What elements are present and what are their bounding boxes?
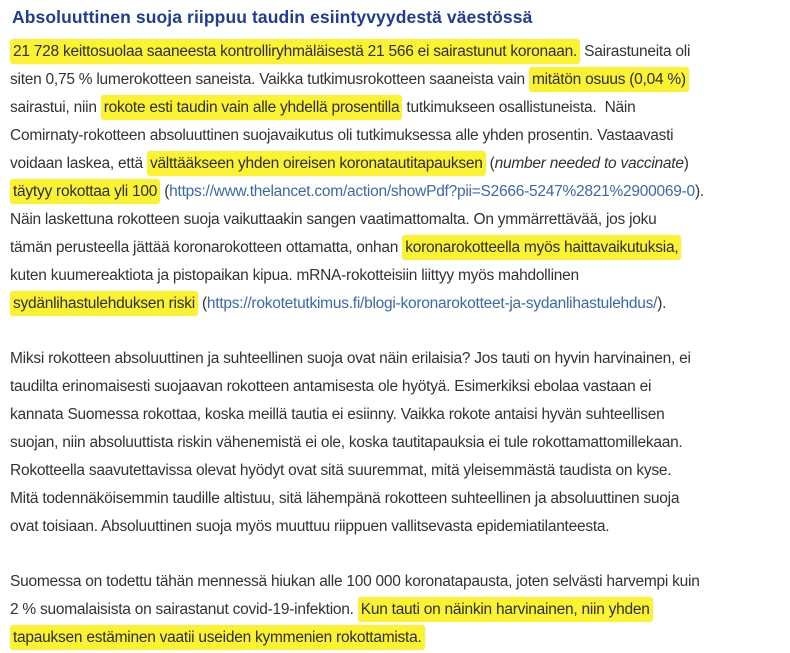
text-run: ( [485,155,495,172]
text-line [10,290,782,318]
highlighted-text: Kun tauti on näinkin harvinainen, niin yhden [358,597,653,622]
text-run: Mitä todennäköisemmin taudille altistuu, sitä lähempänä rokotteen suhteellinen ja absoluuttinen suoja [10,490,680,507]
text-line [10,178,782,206]
text-run: 2 % suomalaisista on sairastanut covid-19-infektion. [10,601,358,618]
text-line [10,513,782,541]
text-run: kannata Suomessa rokottaa, koska meillä tautia ei esiinny. Vaikka rokote antaisi hyvän suhteellisen [10,406,665,423]
text-run: ( [197,295,207,312]
highlighted-text: mitätön osuus (0,04 %) [529,67,689,92]
article-body [10,38,782,652]
text-run: siten 0,75 % lumerokotteen saneista. Vaikka tutkimusrokotteen saaneista vain [10,71,529,88]
text-line [10,94,782,122]
hyperlink[interactable]: https://rokotetutkimus.fi/blogi-koronarokotteet-ja-sydanlihastulehdus/ [206,295,658,312]
text-run: Suomessa on todettu tähän mennessä hiukan alle 100 000 koronatapausta, joten selvästi harvempi kuin [10,573,700,590]
text-line [10,150,782,178]
text-run: ). [694,183,704,200]
text-run: Rokotteella saavutettavissa olevat hyödyt ovat sitä suuremmat, mitä yleisemmästä taudista on kyse. [10,462,672,479]
text-line [10,38,782,66]
text-line [10,624,782,652]
text-run: ( [160,183,170,200]
text-line [10,485,782,513]
highlighted-text: tapauksen estäminen vaatii useiden kymmenien rokottamista. [10,625,425,650]
text-run: kuten kuumereaktiota ja pistopaikan kipua. mRNA-rokotteisiin liittyy myös mahdollinen [10,267,579,284]
highlighted-text: sydänlihastulehduksen riski [10,291,198,316]
paragraph [10,568,782,652]
text-run: Miksi rokotteen absoluuttinen ja suhteellinen suoja ovat näin erilaisia? Jos tauti on hyvin harvinainen, ei [10,350,691,367]
text-line [10,401,782,429]
highlighted-text: 21 728 keittosuolaa saaneesta kontrolliryhmäläisestä 21 566 ei sairastunut koronaan. [10,39,580,64]
highlighted-text: täytyy rokottaa yli 100 [10,179,160,204]
text-run: suojan, niin absoluuttista riskin vähenemistä ei ole, koska tautitapauksia ei tule rokottamattomillekaan. [10,434,683,451]
hyperlink[interactable]: https://www.thelancet.com/action/showPdf?pii=S2666-5247%2821%2900069-0 [169,183,695,200]
text-run: ovat toisiaan. Absoluuttinen suoja myös muuttuu riippuen vallitsevasta epidemiatilanteesta. [10,518,610,535]
italic-text: number needed to vaccinate [494,155,684,172]
text-line [10,596,782,624]
text-line [10,206,782,234]
text-line [10,429,782,457]
text-run: Sairastuneita oli [580,43,691,60]
text-line [10,66,782,94]
paragraph [10,38,782,318]
text-line [10,262,782,290]
text-run: taudilta erinomaisesti suojaavan rokotteen antamisesta ole hyötyä. Esimerkiksi ebolaa vastaan ei [10,378,652,395]
text-run: tämän perusteella jättää koronarokotteen ottamatta, onhan [10,239,403,256]
text-line [10,457,782,485]
text-run: Comirnaty-rokotteen absoluuttinen suojavaikutus oli tutkimuksessa alle yhden prosentin. Vastaavasti [10,127,674,144]
text-line [10,568,782,596]
highlighted-text: koronarokotteella myös haittavaikutuksia, [402,235,681,260]
text-run: ) [683,155,689,172]
text-line [10,234,782,262]
text-line [10,373,782,401]
highlighted-text: välttääkseen yhden oireisen koronatautitapauksen [147,151,486,176]
text-run: ). [657,295,667,312]
article-title: Absoluuttinen suoja riippuu taudin esiintyvyydestä väestössä [12,7,533,27]
text-run: Näin laskettuna rokotteen suoja vaikuttaakin sangen vaatimattomalta. On ymmärrettävää, jos joku [10,211,657,228]
text-line [10,122,782,150]
text-run: voidaan laskea, että [10,155,147,172]
text-line [10,345,782,373]
text-run: sairastui, niin [10,99,101,116]
highlighted-text: rokote esti taudin vain alle yhdellä prosentilla [101,95,403,120]
text-run: tutkimukseen osallistuneista. Näin [402,99,636,116]
paragraph [10,345,782,541]
